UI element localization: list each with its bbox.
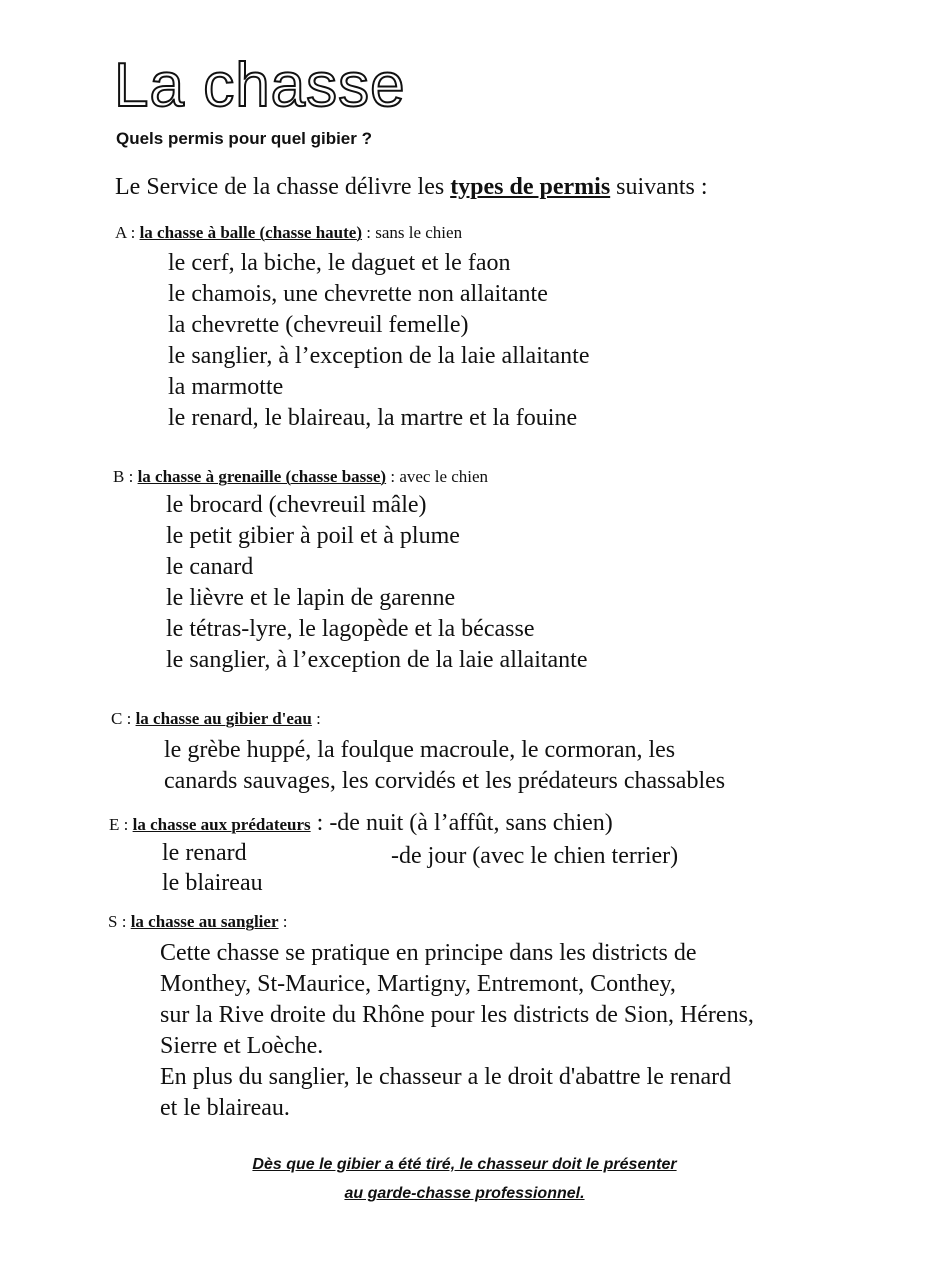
section-b-heading (113, 466, 488, 488)
section-name: la chasse au sanglier (130, 912, 279, 931)
section-note: : (310, 810, 330, 836)
list-item: le tétras-lyre, le lagopède et la bécasse (166, 616, 535, 642)
list-item: le renard, le blaireau, la martre et la fouine (168, 405, 578, 431)
list-item: le canard (166, 554, 254, 580)
section-s-text (160, 938, 754, 1124)
paragraph-line: et le blaireau. (160, 1095, 290, 1121)
list-item: le petit gibier à poil et à plume (166, 523, 460, 549)
subtitle: Quels permis pour quel gibier ? (116, 129, 372, 148)
section-letter: A : (115, 223, 140, 242)
list-item: le brocard (chevreuil mâle) (166, 492, 427, 518)
page-title: La chasse (114, 51, 406, 120)
section-c-list (164, 735, 725, 797)
list-item: la chevrette (chevreuil femelle) (168, 312, 469, 338)
paragraph-line: sur la Rive droite du Rhône pour les districts de Sion, Hérens, (160, 1002, 754, 1028)
section-note: : sans le chien (361, 223, 463, 242)
section-note: : (311, 709, 321, 728)
section-e-heading (109, 812, 613, 836)
section-name: la chasse au gibier d'eau (135, 709, 312, 728)
paragraph-line: Monthey, St-Maurice, Martigny, Entremont, Conthey, (160, 971, 676, 997)
section-letter: C : (111, 709, 136, 728)
section-b-list (166, 490, 588, 676)
predator-fox: le renard (162, 840, 247, 866)
intro-text: Le Service de la chasse délivre les (115, 174, 451, 200)
list-item: canards sauvages, les corvidés et les prédateurs chassables (164, 768, 726, 794)
night-hunting: -de nuit (à l’affût, sans chien) (329, 810, 613, 836)
section-s-heading (108, 911, 287, 933)
list-item: le sanglier, à l’exception de la laie allaitante (168, 343, 590, 369)
intro-text-end: suivants : (610, 174, 708, 200)
section-letter: B : (113, 467, 138, 486)
section-name: la chasse aux prédateurs (132, 815, 311, 834)
section-name: la chasse à balle (chasse haute) (139, 223, 362, 242)
list-item: le grèbe huppé, la foulque macroule, le cormoran, les (164, 737, 676, 763)
section-a-list (168, 248, 590, 434)
list-item: la marmotte (168, 374, 284, 400)
section-a-heading (115, 222, 462, 244)
footer-note-line-1: Dès que le gibier a été tiré, le chasseur doit le présenter (252, 1156, 677, 1173)
section-note: : (278, 912, 288, 931)
section-letter: S : (108, 912, 131, 931)
list-item: le cerf, la biche, le daguet et le faon (168, 250, 511, 276)
predator-badger: le blaireau (162, 870, 263, 896)
list-item: le lièvre et le lapin de garenne (166, 585, 456, 611)
day-hunting: -de jour (avec le chien terrier) (391, 843, 679, 869)
section-letter: E : (109, 815, 133, 834)
paragraph-line: En plus du sanglier, le chasseur a le droit d'abattre le renard (160, 1064, 732, 1090)
intro-emphasis: types de permis (450, 174, 611, 200)
list-item: le chamois, une chevrette non allaitante (168, 281, 548, 307)
footer-note-line-2: au garde-chasse professionnel. (344, 1185, 585, 1202)
paragraph-line: Sierre et Loèche. (160, 1033, 324, 1059)
intro-sentence (115, 171, 708, 203)
paragraph-line: Cette chasse se pratique en principe dans les districts de (160, 940, 697, 966)
list-item: le sanglier, à l’exception de la laie allaitante (166, 647, 588, 673)
section-note: : avec le chien (386, 467, 489, 486)
section-name: la chasse à grenaille (chasse basse) (137, 467, 387, 486)
section-c-heading (111, 708, 321, 730)
